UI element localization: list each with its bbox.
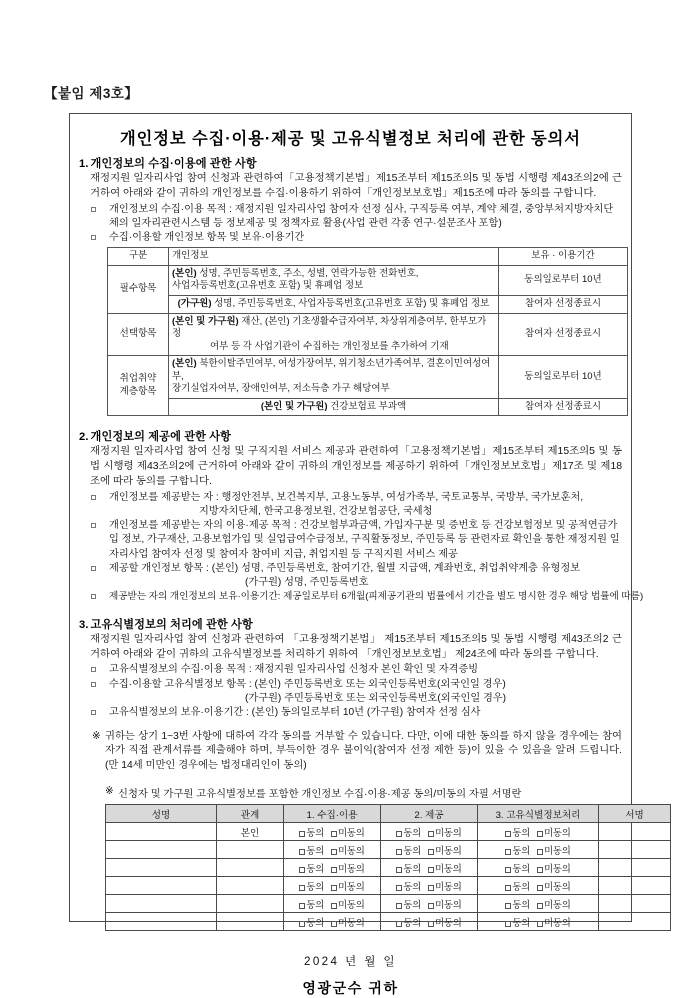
checkbox-icon[interactable] bbox=[396, 849, 402, 855]
row-info: (가구원) 성명, 주민등록번호, 사업자등록번호(고유번호 포함) 및 휴폐업 정보 bbox=[169, 295, 499, 313]
section3-heading bbox=[79, 616, 622, 632]
checkbox-icon[interactable] bbox=[537, 885, 543, 891]
section2-heading-text: 개인정보의 제공에 관한 사항 bbox=[90, 431, 232, 444]
row-period: 참여자 선정종료시 bbox=[499, 313, 628, 356]
table-row bbox=[108, 295, 628, 313]
signature-cell-sign[interactable] bbox=[599, 913, 671, 931]
signature-cell-collect-use[interactable] bbox=[284, 877, 381, 895]
signature-caption-text: 신청자 및 가구원 고유식별정보를 포함한 개인정보 수집·이용·제공 동의/미동의 자필 서명란 bbox=[118, 789, 522, 801]
signature-cell-provide[interactable] bbox=[381, 859, 478, 877]
section1-number: 1. bbox=[79, 158, 89, 170]
signature-header-provide: 2. 제공 bbox=[381, 805, 478, 823]
table-header-division: 구분 bbox=[108, 248, 169, 266]
section2-bullet-2-line1: 개인정보를 제공받는 자의 이용·제공 목적 : 건강보험부과금액, 가입자구분 및 증번호 등 건강보험정보 및 공적연금가입 정보, 가구재산, 고용보험가입 및 실업급여수급정보, 구직활동정보, 주민등록 등 관련자료 확인을 통한 재정지원 일자리사업 참여자 선정 및 참여자 참여비 지급, 취업지원 등 구직지원 서비스 제공 bbox=[109, 520, 620, 560]
checkbox-agree[interactable]: 동의 bbox=[396, 843, 421, 857]
checkbox-icon[interactable] bbox=[428, 867, 434, 873]
checkbox-disagree[interactable]: 미동의 bbox=[331, 825, 365, 839]
date-line: 2024 년 월 일 bbox=[303, 955, 398, 969]
signature-cell-unique-id[interactable] bbox=[478, 823, 599, 841]
section3-number: 3. bbox=[79, 618, 89, 631]
table-row bbox=[108, 356, 628, 399]
signature-cell-relation[interactable] bbox=[217, 913, 284, 931]
consent-form-box bbox=[69, 113, 644, 997]
checkbox-icon[interactable] bbox=[396, 867, 402, 873]
table-header-retention-period: 보유 · 이용기간 bbox=[499, 248, 628, 266]
row-info: (본인) 성명, 주민등록번호, 주소, 성별, 연락가능한 전화번호, 사업자등록번호(고유번호 포함) 및 휴폐업 정보 bbox=[169, 265, 499, 295]
checkbox-disagree[interactable]: 미동의 bbox=[428, 843, 462, 857]
section3-bullet-1 bbox=[90, 663, 622, 677]
square-bullet-icon bbox=[91, 495, 96, 500]
signature-header-unique-id: 3. 고유식별정보처리 bbox=[478, 805, 599, 823]
checkbox-agree[interactable]: 동의 bbox=[396, 825, 421, 839]
checkbox-agree[interactable]: 동의 bbox=[505, 861, 530, 875]
signature-cell-sign[interactable] bbox=[599, 895, 671, 913]
row-info: (본인 및 가구원) 재산, (본인) 기초생활수급자여부, 차상위계층여부, 한부모가정 여부 등 각 사업기관이 수집하는 개인정보를 추가하여 기재 bbox=[169, 313, 499, 356]
section2-paragraph: 재정지원 일자리사업 참여 신청 및 구직지원 서비스 제공과 관련하여「고용정책기본법」제15조부터 제15조의5 및 동법 시행령 제43조의2에 근거하여 아래와 같이 귀하의 개인정보를 제공하기 위하여「개인정보보호법」제17조 및 제18조에 따라 동의를 구합니다. bbox=[90, 446, 622, 487]
section3-bullet-3 bbox=[90, 706, 622, 720]
signature-cell-relation[interactable] bbox=[217, 877, 284, 895]
row-info: (본인) 북한이탈주민여부, 여성가장여부, 위기청소년가족여부, 결혼이민여성여부, 장기실업자여부, 장애인여부, 저소득층 가구 해당여부 bbox=[169, 356, 499, 399]
checkbox-agree[interactable]: 동의 bbox=[505, 897, 530, 911]
checkbox-agree[interactable]: 동의 bbox=[396, 915, 421, 929]
square-bullet-icon bbox=[91, 667, 96, 672]
signature-cell-collect-use[interactable] bbox=[284, 859, 381, 877]
checkbox-agree[interactable]: 동의 bbox=[299, 879, 324, 893]
checkbox-agree[interactable]: 동의 bbox=[396, 897, 421, 911]
table-header-row bbox=[108, 248, 628, 266]
checkbox-icon[interactable] bbox=[299, 921, 305, 927]
checkbox-agree[interactable]: 동의 bbox=[396, 879, 421, 893]
signature-table-header-row bbox=[106, 805, 671, 823]
signature-header-relation: 관계 bbox=[217, 805, 284, 823]
signature-cell-collect-use[interactable] bbox=[284, 913, 381, 931]
checkbox-icon[interactable] bbox=[396, 903, 402, 909]
checkbox-agree[interactable]: 동의 bbox=[299, 897, 324, 911]
signature-cell-provide[interactable] bbox=[381, 913, 478, 931]
section2-bullet-3-line1: 제공할 개인정보 항목 : (본인) 성명, 주민등록번호, 참여기간, 월별 지급액, 계좌번호, 취업취약계층 유형정보 bbox=[109, 562, 581, 574]
signature-cell-collect-use[interactable] bbox=[284, 823, 381, 841]
section2-bullet-3-line2: (가구원) 성명, 주민등록번호 bbox=[245, 577, 369, 589]
checkbox-icon[interactable] bbox=[428, 921, 434, 927]
section2-bullet-1-line2: 지방자치단체, 한국고용정보원, 건강보험공단, 국세청 bbox=[199, 505, 433, 517]
signature-table-caption bbox=[105, 785, 622, 800]
checkbox-agree[interactable]: 동의 bbox=[299, 915, 324, 929]
checkbox-agree[interactable]: 동의 bbox=[505, 879, 530, 893]
checkbox-icon[interactable] bbox=[537, 921, 543, 927]
asterisk-icon: ※ bbox=[92, 730, 101, 742]
section1-heading bbox=[79, 155, 622, 171]
table-row bbox=[108, 265, 628, 295]
square-bullet-icon bbox=[91, 566, 96, 571]
square-bullet-icon bbox=[91, 523, 96, 528]
signature-cell-provide[interactable] bbox=[381, 877, 478, 895]
section2-bullet-4 bbox=[90, 590, 644, 603]
checkbox-icon[interactable] bbox=[396, 885, 402, 891]
checkbox-icon[interactable] bbox=[505, 849, 511, 855]
page-title: 개인정보 수집·이용·제공 및 고유식별정보 처리에 관한 동의서 bbox=[120, 130, 581, 148]
checkbox-icon[interactable] bbox=[396, 921, 402, 927]
checkbox-disagree[interactable]: 미동의 bbox=[331, 861, 365, 875]
checkbox-disagree[interactable]: 미동의 bbox=[537, 897, 571, 911]
row-division-required: 필수항목 bbox=[108, 265, 169, 313]
checkbox-agree[interactable]: 동의 bbox=[505, 825, 530, 839]
signature-cell-unique-id[interactable] bbox=[478, 895, 599, 913]
row-period: 동의일로부터 10년 bbox=[499, 265, 628, 295]
signature-cell-collect-use[interactable] bbox=[284, 895, 381, 913]
section1-bullet-1-text: 개인정보의 수집·이용 목적 : 재정지원 일자리사업 참여자 선정 심사, 구직등록 여부, 계약 체결, 중앙부처지방자치단체의 일자리관련시스템 등 정보제공 및 정책자료 활용(사업 관련 각종 연구·설문조사 포함) bbox=[109, 203, 614, 229]
row-info: (본인 및 가구원) 건강보험료 부과액 bbox=[169, 398, 499, 416]
checkbox-icon[interactable] bbox=[505, 867, 511, 873]
signature-cell-name[interactable] bbox=[106, 895, 217, 913]
checkbox-icon[interactable] bbox=[428, 903, 434, 909]
section2-bullet-1 bbox=[90, 491, 622, 520]
signature-cell-relation[interactable] bbox=[217, 895, 284, 913]
square-bullet-icon bbox=[91, 594, 96, 599]
row-division-vulnerable: 취업취약 계층항목 bbox=[108, 356, 169, 416]
checkbox-icon[interactable] bbox=[331, 849, 337, 855]
asterisk-icon: ※ bbox=[105, 786, 114, 798]
checkbox-icon[interactable] bbox=[428, 885, 434, 891]
signature-cell-unique-id[interactable] bbox=[478, 913, 599, 931]
checkbox-icon[interactable] bbox=[505, 921, 511, 927]
recipient-line: 영광군수 귀하 bbox=[302, 980, 399, 997]
checkbox-icon[interactable] bbox=[331, 903, 337, 909]
signature-header-sign: 서명 bbox=[599, 805, 671, 823]
table-header-personal-info: 개인정보 bbox=[169, 248, 499, 266]
checkbox-disagree[interactable]: 미동의 bbox=[537, 915, 571, 929]
collected-info-table bbox=[107, 247, 628, 416]
signature-table-row bbox=[106, 823, 671, 841]
checkbox-icon[interactable] bbox=[299, 831, 305, 837]
signature-cell-unique-id[interactable] bbox=[478, 859, 599, 877]
signature-cell-unique-id[interactable] bbox=[478, 841, 599, 859]
signature-table-row bbox=[106, 895, 671, 913]
signature-cell-collect-use[interactable] bbox=[284, 841, 381, 859]
section1-bullet-1 bbox=[90, 203, 622, 232]
signature-header-collect-use: 1. 수집·이용 bbox=[284, 805, 381, 823]
checkbox-icon[interactable] bbox=[331, 867, 337, 873]
checkbox-disagree[interactable]: 미동의 bbox=[537, 843, 571, 857]
checkbox-icon[interactable] bbox=[505, 903, 511, 909]
checkbox-agree[interactable]: 동의 bbox=[299, 861, 324, 875]
row-period: 참여자 선정종료시 bbox=[499, 398, 628, 416]
signature-header-name: 성명 bbox=[106, 805, 217, 823]
checkbox-icon[interactable] bbox=[537, 867, 543, 873]
signature-cell-unique-id[interactable] bbox=[478, 877, 599, 895]
checkbox-icon[interactable] bbox=[331, 831, 337, 837]
checkbox-agree[interactable]: 동의 bbox=[299, 843, 324, 857]
section1-paragraph: 재정지원 일자리사업 참여 신청과 관련하여「고용정책기본법」제15조부터 제15조의5 및 동법 시행령 제43조의2에 근거하여 아래와 같이 귀하의 개인정보를 수집·이용하기 위하여「개인정보보호법」제15조에 따라 동의를 구합니다. bbox=[90, 173, 622, 199]
checkbox-disagree[interactable]: 미동의 bbox=[428, 825, 462, 839]
table-row bbox=[108, 398, 628, 416]
notice-text: 귀하는 상기 1~3번 사항에 대하여 각각 동의를 거부할 수 있습니다. 다만, 이에 대한 동의를 하지 않을 경우에는 참여자가 직접 관계서류를 제출해야 하며, 부득이한 경우 불이익(참여자 선정 제한 등)이 있을 수 있음을 알려 드립니다. (만 14세 미만인 경우에는 법정대리인이 동의) bbox=[105, 730, 622, 772]
signature-table-row bbox=[106, 877, 671, 895]
section1-bullet-2-text: 수집·이용할 개인정보 항목 및 보유·이용기간 bbox=[109, 232, 305, 244]
signature-table bbox=[105, 804, 671, 931]
section3-paragraph: 재정지원 일자리사업 참여 신청과 관련하여 「고용정책기본법」 제15조부터 제15조의5 및 동법 시행령 제43조의2 근거하여 아래와 같이 귀하의 고유식별정보를 처리하기 위하여 「개인정보보호법」 제24조에 따라 동의를 구합니다. bbox=[90, 633, 622, 660]
section3-heading-text: 고유식별정보의 처리에 관한 사항 bbox=[90, 618, 253, 631]
signature-cell-provide[interactable] bbox=[381, 823, 478, 841]
section3-bullet-2 bbox=[90, 678, 622, 707]
checkbox-disagree[interactable]: 미동의 bbox=[537, 879, 571, 893]
square-bullet-icon bbox=[91, 682, 96, 687]
signature-cell-name[interactable] bbox=[106, 859, 217, 877]
signature-cell-relation[interactable]: 본인 bbox=[217, 823, 284, 841]
checkbox-icon[interactable] bbox=[299, 885, 305, 891]
signature-table-row bbox=[106, 913, 671, 931]
signature-cell-relation[interactable] bbox=[217, 841, 284, 859]
section1-bullet-2 bbox=[90, 231, 622, 245]
checkbox-agree[interactable]: 동의 bbox=[505, 843, 530, 857]
signature-table-row bbox=[106, 841, 671, 859]
section1-heading-text: 개인정보의 수집·이용에 관한 사항 bbox=[90, 158, 257, 170]
signature-table-row bbox=[106, 859, 671, 877]
section2-bullet-1-line1: 개인정보를 제공받는 자 : 행정안전부, 보건복지부, 고용노동부, 여성가족부, 국토교통부, 국방부, 국가보훈처, bbox=[109, 491, 584, 503]
signature-cell-provide[interactable] bbox=[381, 895, 478, 913]
row-division-optional: 선택항목 bbox=[108, 313, 169, 356]
section3-bullet-2-line2: (가구원) 주민등록번호 또는 외국인등록번호(외국인일 경우) bbox=[245, 693, 507, 704]
checkbox-disagree[interactable]: 미동의 bbox=[331, 897, 365, 911]
checkbox-disagree[interactable]: 미동의 bbox=[331, 915, 365, 929]
checkbox-disagree[interactable]: 미동의 bbox=[331, 879, 365, 893]
checkbox-icon[interactable] bbox=[331, 885, 337, 891]
section2-bullet-4-line1: 제공받는 자의 개인정보의 보유·이용기간: 제공일로부터 6개월(피제공기관의 법률에서 기간을 별도 명시한 경우 해당 법률에 따름) bbox=[109, 591, 644, 603]
checkbox-agree[interactable]: 동의 bbox=[299, 825, 324, 839]
signature-cell-sign[interactable] bbox=[599, 859, 671, 877]
square-bullet-icon bbox=[91, 207, 96, 212]
checkbox-disagree[interactable]: 미동의 bbox=[428, 861, 462, 875]
signature-cell-sign[interactable] bbox=[599, 841, 671, 859]
signature-cell-sign[interactable] bbox=[599, 823, 671, 841]
signature-cell-name[interactable] bbox=[106, 823, 217, 841]
row-period: 동의일로부터 10년 bbox=[499, 356, 628, 399]
table-row bbox=[108, 313, 628, 356]
section3-bullet-1-line1: 고유식별정보의 수집·이용 목적 : 재정지원 일자리사업 신청자 본인 확인 및 자격증빙 bbox=[109, 664, 479, 676]
signature-cell-relation[interactable] bbox=[217, 859, 284, 877]
checkbox-icon[interactable] bbox=[505, 885, 511, 891]
checkbox-icon[interactable] bbox=[299, 867, 305, 873]
square-bullet-icon bbox=[91, 710, 96, 715]
signature-table-body bbox=[106, 823, 671, 931]
square-bullet-icon bbox=[91, 235, 96, 240]
attachment-tag: 【붙임 제3호】 bbox=[44, 86, 139, 101]
signature-cell-sign[interactable] bbox=[599, 877, 671, 895]
checkbox-agree[interactable]: 동의 bbox=[396, 861, 421, 875]
checkbox-icon[interactable] bbox=[299, 903, 305, 909]
row-period: 참여자 선정종료시 bbox=[499, 295, 628, 313]
section2-heading bbox=[79, 428, 622, 444]
section2-bullet-2 bbox=[90, 519, 622, 562]
checkbox-disagree[interactable]: 미동의 bbox=[428, 897, 462, 911]
checkbox-disagree[interactable]: 미동의 bbox=[428, 879, 462, 893]
checkbox-icon[interactable] bbox=[428, 831, 434, 837]
section2-number: 2. bbox=[79, 431, 89, 444]
checkbox-disagree[interactable]: 미동의 bbox=[428, 915, 462, 929]
checkbox-icon[interactable] bbox=[537, 831, 543, 837]
checkbox-disagree[interactable]: 미동의 bbox=[537, 825, 571, 839]
checkbox-icon[interactable] bbox=[299, 849, 305, 855]
checkbox-disagree[interactable]: 미동의 bbox=[537, 861, 571, 875]
signature-cell-name[interactable] bbox=[106, 877, 217, 895]
signature-cell-provide[interactable] bbox=[381, 841, 478, 859]
section3-bullet-2-line1: 수집·이용할 고유식별정보 항목 : (본인) 주민등록번호 또는 외국인등록번호(외국인일 경우) bbox=[109, 678, 506, 690]
section3-bullet-3-line1: 고유식별정보의 보유·이용기간 : (본인) 동의일로부터 10년 (가구원) 참여자 선정 심사 bbox=[109, 707, 481, 719]
signature-cell-name[interactable] bbox=[106, 913, 217, 931]
checkbox-icon[interactable] bbox=[396, 831, 402, 837]
signature-cell-name[interactable] bbox=[106, 841, 217, 859]
checkbox-icon[interactable] bbox=[428, 849, 434, 855]
checkbox-icon[interactable] bbox=[331, 921, 337, 927]
checkbox-icon[interactable] bbox=[505, 831, 511, 837]
checkbox-disagree[interactable]: 미동의 bbox=[331, 843, 365, 857]
checkbox-icon[interactable] bbox=[537, 849, 543, 855]
checkbox-agree[interactable]: 동의 bbox=[505, 915, 530, 929]
checkbox-icon[interactable] bbox=[537, 903, 543, 909]
section2-bullet-3 bbox=[90, 562, 622, 591]
notice-block bbox=[92, 730, 622, 775]
